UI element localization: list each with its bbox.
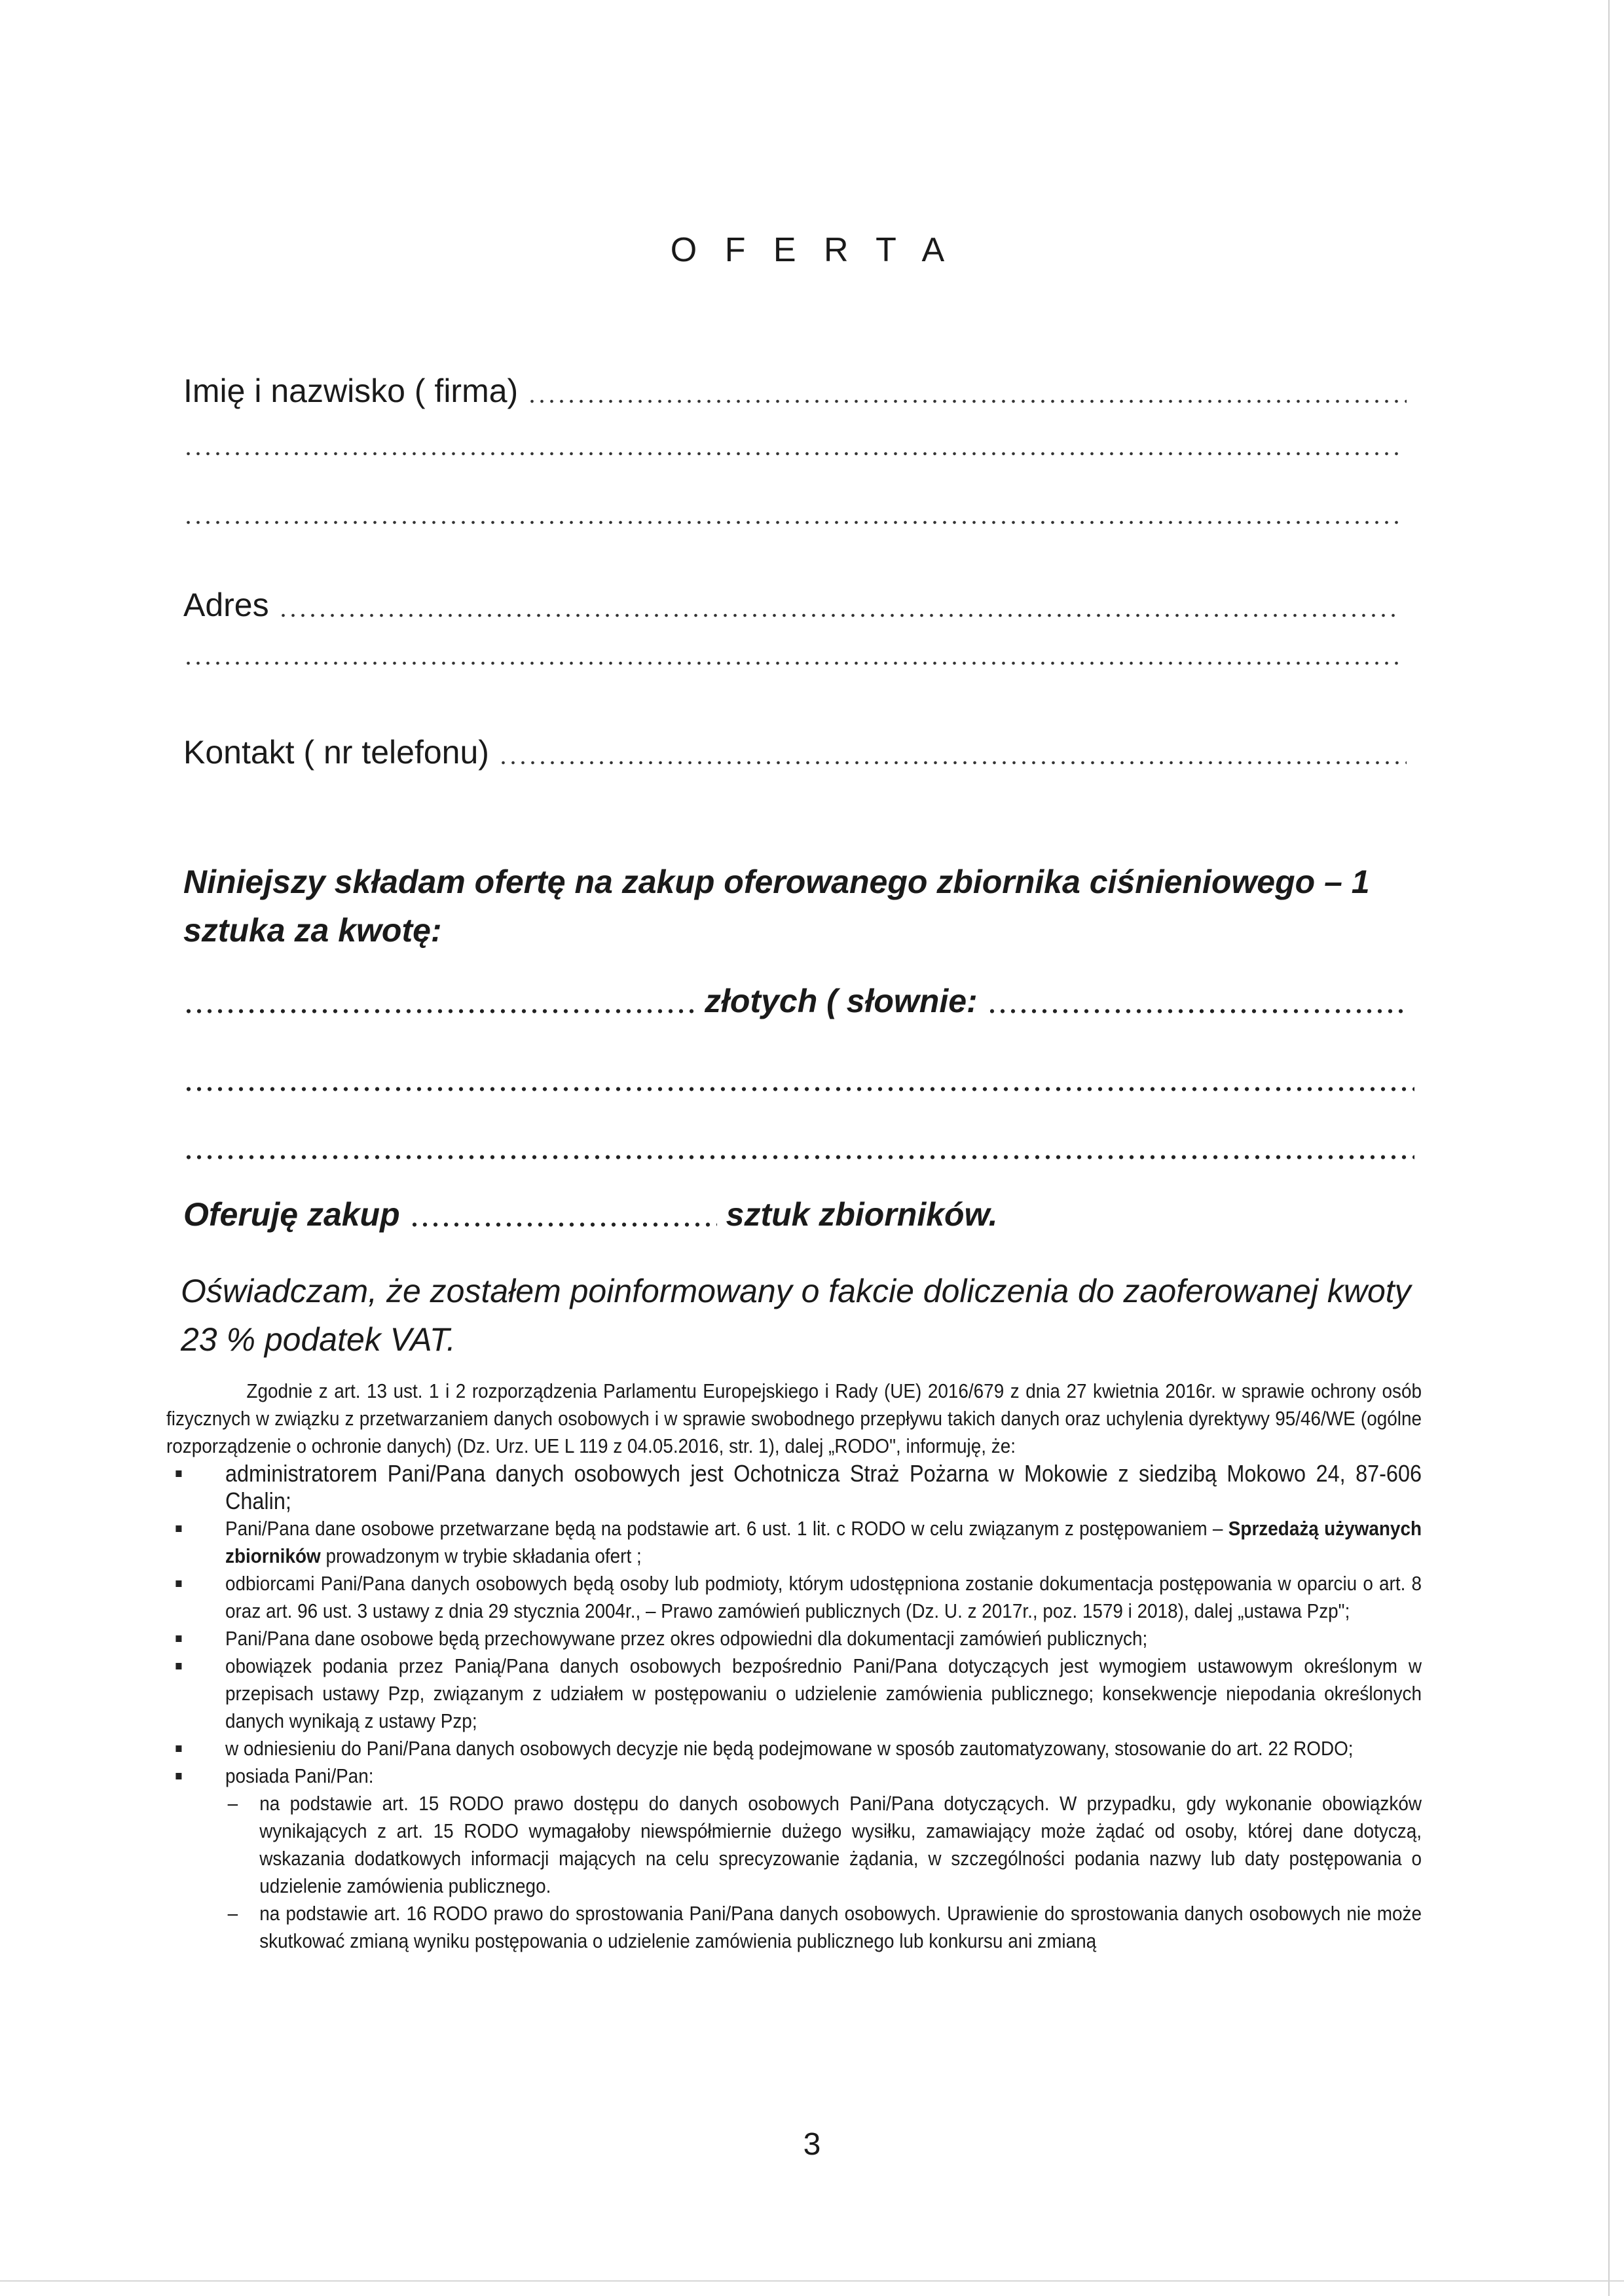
purchase-quantity-field[interactable]	[183, 1195, 997, 1233]
price-words-line-2[interactable]	[183, 1087, 1414, 1091]
document-title: O F E R T A	[670, 231, 954, 269]
contact-label: Kontakt ( nr telefonu)	[183, 734, 489, 771]
currency-label: złotych ( słownie:	[705, 983, 978, 1019]
list-item	[166, 1515, 1422, 1570]
rodo-intro: Zgodnie z art. 13 ust. 1 i 2 rozporządzenia Parlamentu Europejskiego i Rady (UE) 2016/679 z dnia 27 kwietnia 2016r. w sprawie ochrony osób fizycznych w związku z przetwarzaniem danych osobowych i w sprawie swobodnego przepływu takich danych oraz uchylenia dyrektywy 95/46/WE (ogólne rozporządzenie o ochronie danych) (Dz. Urz. UE L 119 z 04.05.2016, str. 1), dalej „RODO", informuję, że:	[166, 1379, 1422, 1457]
name-field-line-3[interactable]	[183, 520, 1399, 531]
list-item-text: prowadzonym w trybie składania ofert ;	[320, 1544, 642, 1567]
tanks-label: sztuk zbiorników.	[726, 1196, 998, 1233]
name-fill-line[interactable]	[527, 399, 1407, 403]
list-item: w odniesieniu do Pani/Pana danych osobowych decyzje nie będą podejmowane w sposób zautomatyzowany, stosowanie do art. 22 RODO;	[166, 1735, 1422, 1762]
scan-edge-right	[1608, 0, 1610, 2296]
list-item	[166, 1762, 1422, 1955]
rodo-list	[166, 1460, 1422, 1955]
offer-text-end: sztuka za kwotę:	[183, 912, 442, 949]
list-item-bold-text: Sprzedażą używanych zbiorników	[225, 1517, 1422, 1567]
list-item-text: Pani/Pana dane osobowe przetwarzane będą na podstawie art. 6 ust. 1 lit. c RODO w celu związanym z postępowaniem –	[225, 1517, 1228, 1540]
list-item: administratorem Pani/Pana danych osobowych jest Ochotnicza Straż Pożarna w Mokowie z siedzibą Mokowo 24, 87-606 Chalin;	[166, 1460, 1422, 1515]
address-field-line-2[interactable]	[183, 661, 1400, 672]
address-label: Adres	[183, 587, 269, 623]
name-label: Imię i nazwisko ( firma)	[183, 373, 519, 409]
sub-list-item: – na podstawie art. 16 RODO prawo do sprostowania Pani/Pana danych osobowych. Uprawienie do sprostowania danych osobowych nie może skutkować zmianą wyniku postępowania o udzielenie zamówienia publicznego lub konkursu ani zmianą	[225, 1900, 1422, 1955]
offer-text-main: Niniejszy składam ofertę na zakup oferowanego zbiornika ciśnieniowego	[183, 864, 1316, 900]
quantity-fill-line[interactable]	[409, 1222, 717, 1227]
list-item: Pani/Pana dane osobowe będą przechowywane przez okres odpowiedni dla dokumentacji zamówień publicznych;	[166, 1625, 1422, 1652]
list-item: obowiązek podania przez Panią/Pana danych osobowych bezpośrednio Pani/Pana dotyczących jest wymogiem ustawowym określonym w przepisach ustawy Pzp, związanym z udziałem w postępowaniu o udzielenie zamówienia publicznego; konsekwencje niepodania określonych danych wynikają z ustawy Pzp;	[166, 1652, 1422, 1735]
name-field-line-2[interactable]	[183, 452, 1399, 462]
address-field[interactable]	[183, 586, 1400, 624]
rodo-notice	[166, 1377, 1422, 1955]
rights-sublist	[225, 1790, 1422, 1955]
name-fill-line-2[interactable]	[183, 452, 1399, 456]
address-fill-line[interactable]	[278, 613, 1400, 617]
price-words-line-3[interactable]	[183, 1155, 1414, 1159]
purchase-label: Oferuję zakup	[183, 1196, 400, 1233]
page-number: 3	[803, 2127, 821, 2162]
contact-field[interactable]	[183, 733, 1407, 771]
contact-fill-line[interactable]	[498, 761, 1407, 765]
name-fill-line-3[interactable]	[183, 520, 1399, 524]
name-field[interactable]	[183, 372, 1407, 410]
offer-statement	[183, 858, 1414, 955]
price-amount-line[interactable]	[183, 1009, 694, 1013]
scan-edge-bottom	[0, 2280, 1624, 2282]
offer-text-dash: – 1	[1315, 864, 1370, 900]
list-item-text: posiada Pani/Pan:	[225, 1764, 374, 1787]
address-fill-line-2[interactable]	[183, 661, 1400, 665]
vat-statement: Oświadczam, że zostałem poinformowany o fakcie doliczenia do zaoferowanej kwoty 23 % podatek VAT.	[181, 1273, 1411, 1358]
price-words-line[interactable]	[987, 1009, 1407, 1013]
sub-list-item: – na podstawie art. 15 RODO prawo dostępu do danych osobowych Pani/Pana dotyczących. W przypadku, gdy wykonanie obowiązków wynikających z art. 15 RODO wymagałoby niewspółmiernie dużego wysiłku, zamawiający może żądać od osoby, której dane dotyczą, wskazania dodatkowych informacji mających na celu sprecyzowanie żądania, w szczególności podania nazwy lub daty postępowania o udzielenie zamówienia publicznego.	[225, 1790, 1422, 1900]
list-item: odbiorcami Pani/Pana danych osobowych będą osoby lub podmioty, którym udostępniona zostanie dokumentacja postępowania w oparciu o art. 8 oraz art. 96 ust. 3 ustawy z dnia 29 stycznia 2004r., – Prawo zamówień publicznych (Dz. U. z 2017r., poz. 1579 i 2018), dalej „ustawa Pzp";	[166, 1570, 1422, 1625]
price-field[interactable]	[183, 982, 1414, 1020]
